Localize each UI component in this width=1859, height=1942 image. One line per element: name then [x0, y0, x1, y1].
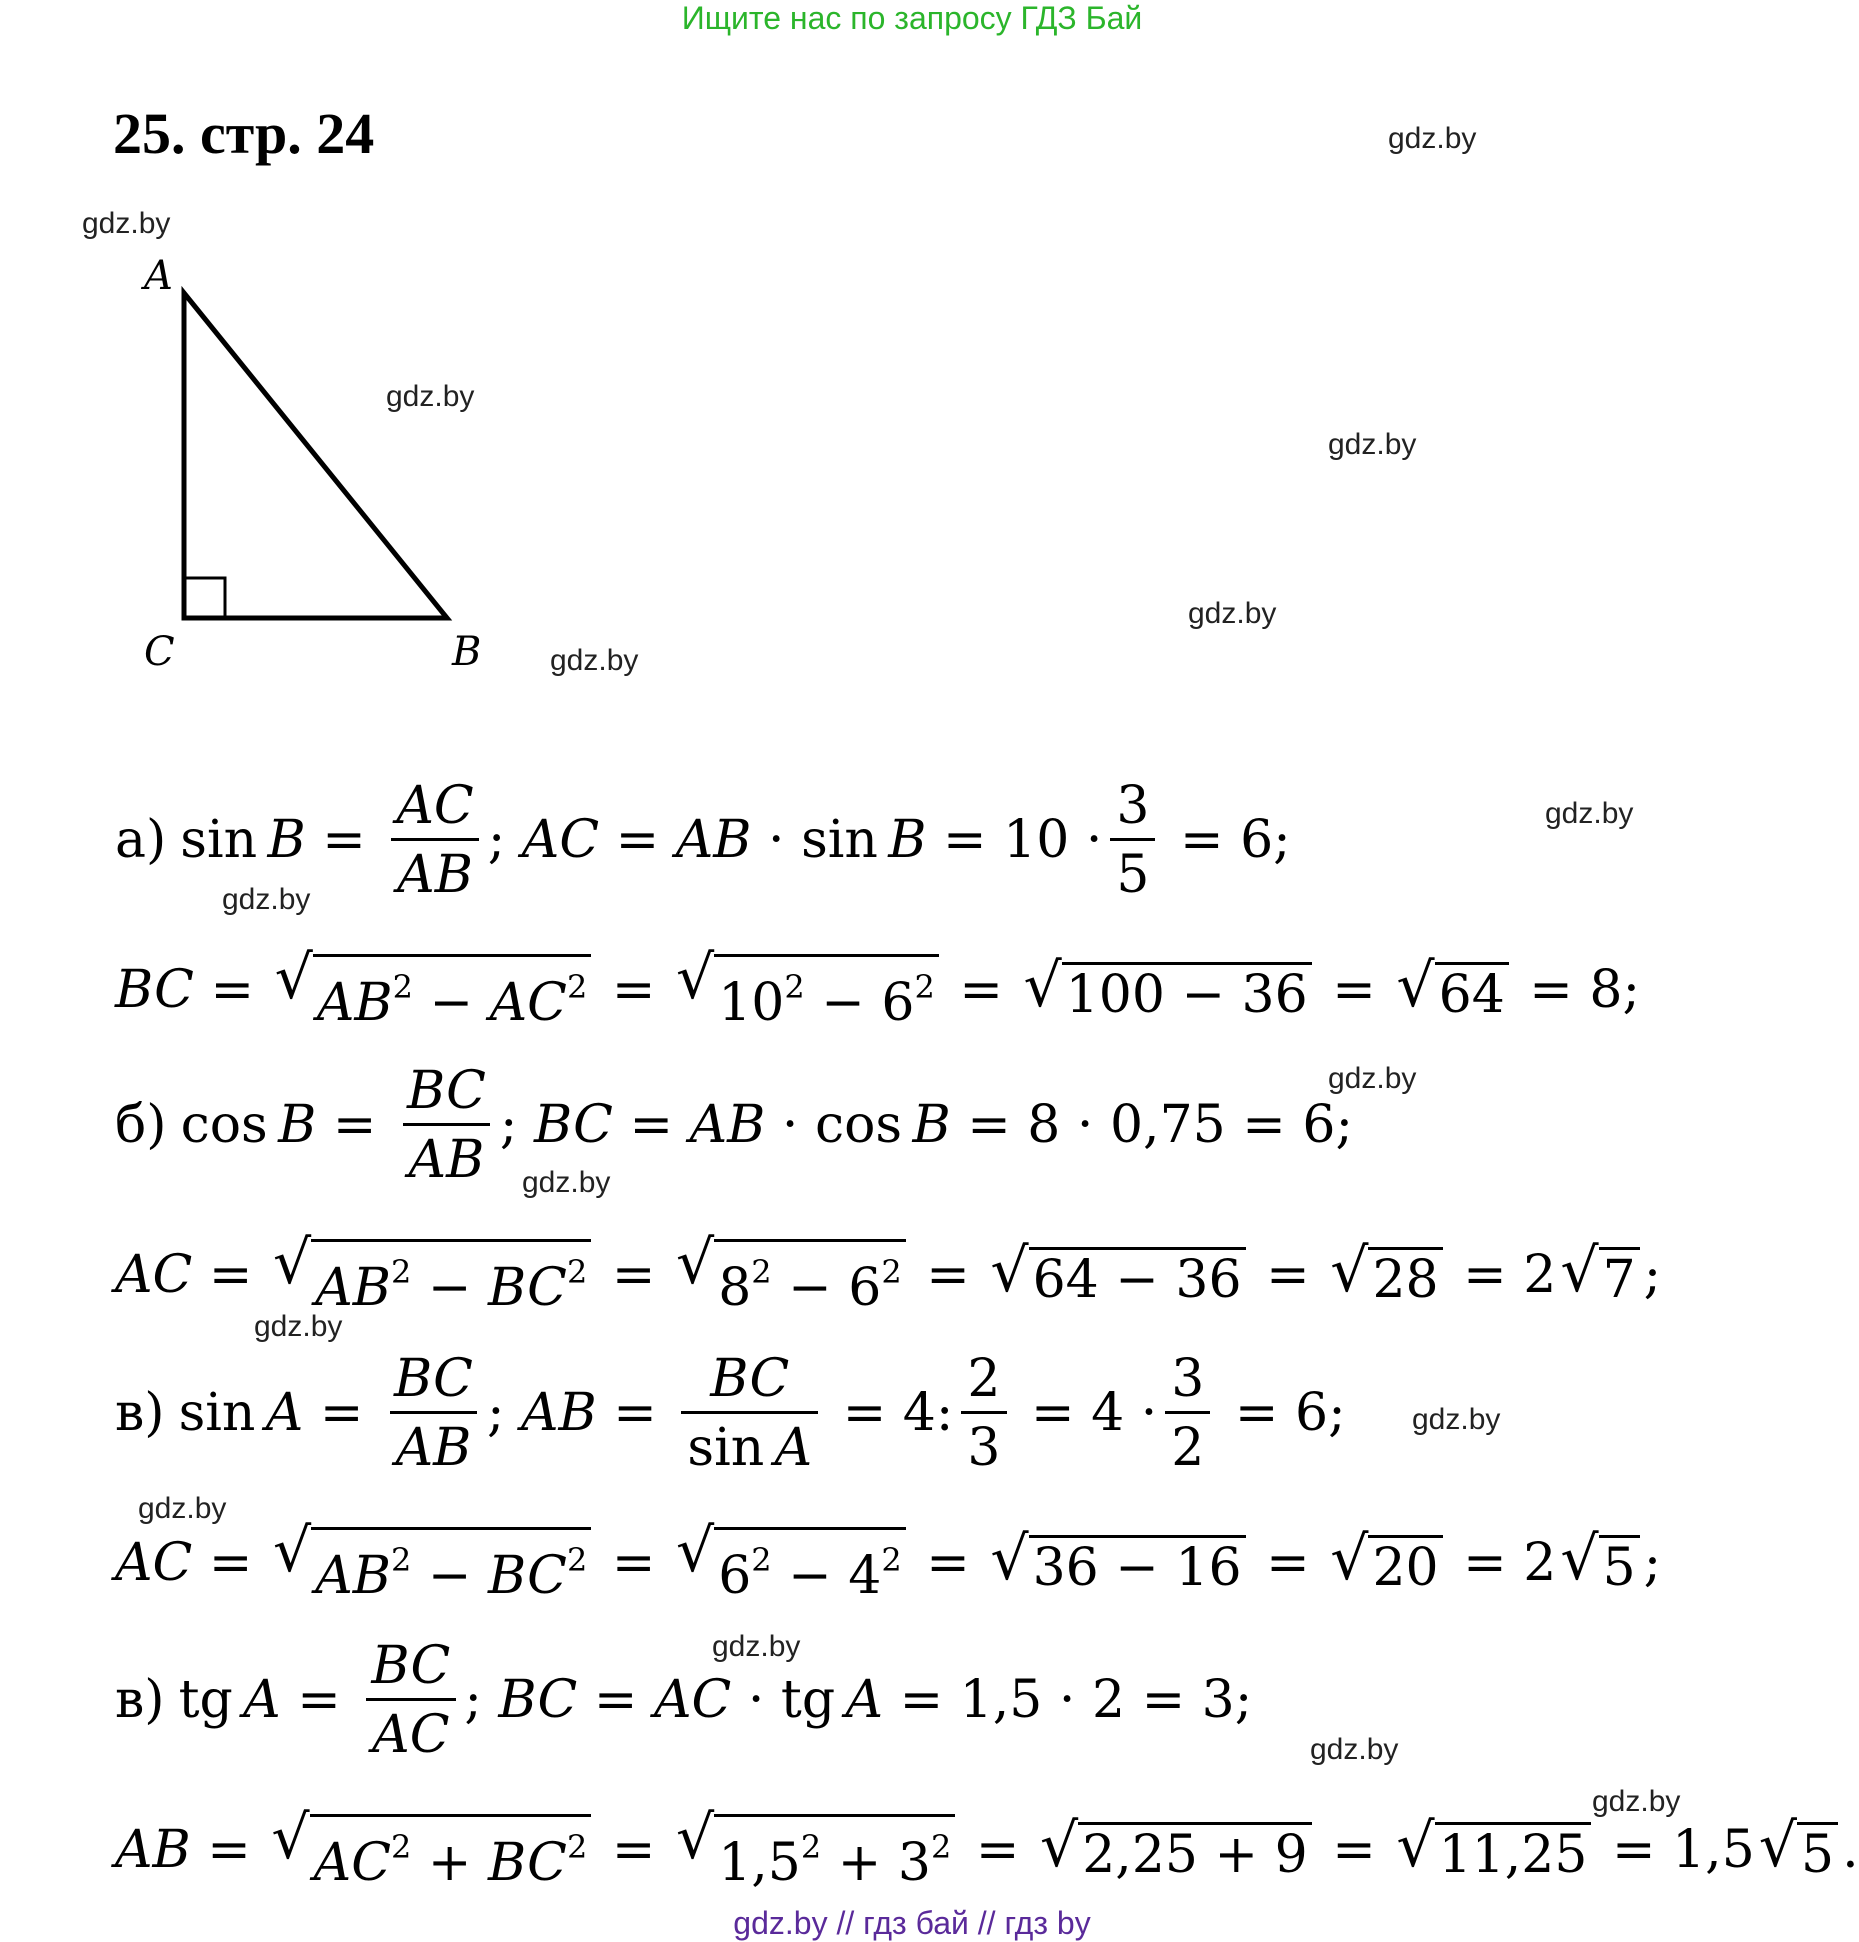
part-b-label: б): [115, 1095, 167, 1155]
solution-a-line-1: а) sin B = $\frac{AC}{AB}$ ; AC = AB · sin B = 10 · $\frac{3}{5}$ = 6;: [115, 775, 1291, 905]
solution-c-line-1: в) sin A = $\frac{BC}{AB}$ ; AB = $\frac{BC}{\text{sin A}}$ = 4: $\frac{2}{3}$ = 4 · $\frac{3}{2}$ = 6;: [115, 1348, 1346, 1478]
watermark: gdz.by: [1328, 428, 1417, 461]
vertex-label-b: B: [452, 629, 482, 675]
solution-d-line-2: AB = √ $AC^2 + BC^2$ = √ $1,5^2 + 3^2$ = √ 2,25 + 9 = √ 11,25 = 1,5 √ 5 .: [115, 1802, 1859, 1893]
footer-links[interactable]: gdz.by // гдз бай // гдз by: [733, 1905, 1091, 1941]
watermark: gdz.by: [1412, 1403, 1501, 1436]
part-a-label: а): [115, 810, 167, 870]
part-c-label: в): [115, 1383, 165, 1443]
solution-d-line-1: в) tg A = $\frac{BC}{AC}$ ; BC = AC · tg A = 1,5 · 2 = 3;: [115, 1635, 1253, 1765]
watermark: gdz.by: [1592, 1785, 1681, 1818]
part-d-label: в): [115, 1670, 165, 1730]
solution-c-line-2: AC = √ $AB^2 - BC^2$ = √ $6^2 - 4^2$ = √ 36 − 16 = √ 20 = 2 √ 5 ;: [115, 1515, 1662, 1606]
solution-b-line-1: б) cos B = $\frac{BC}{AB}$ ; BC = AB · cos B = 8 · 0,75 = 6;: [115, 1060, 1353, 1190]
watermark: gdz.by: [1328, 1062, 1417, 1095]
watermark: gdz.by: [522, 1166, 611, 1199]
watermark: gdz.by: [138, 1492, 227, 1525]
search-hint-link[interactable]: Ищите нас по запросу ГДЗ Бай: [681, 0, 1143, 36]
watermark: gdz.by: [712, 1630, 801, 1663]
watermark: gdz.by: [1310, 1733, 1399, 1766]
right-triangle-figure: [130, 245, 510, 675]
watermark: gdz.by: [550, 644, 639, 677]
watermark: gdz.by: [222, 883, 311, 916]
watermark: gdz.by: [254, 1310, 343, 1343]
vertex-label-c: C: [144, 629, 175, 675]
watermark: gdz.by: [386, 380, 475, 413]
watermark: gdz.by: [1545, 797, 1634, 830]
watermark: gdz.by: [1388, 122, 1477, 155]
watermark: gdz.by: [1188, 597, 1277, 630]
solution-a-line-2: BC = √ $AB^2 - AC^2$ = √ $10^2 - 6^2$ = √ 100 − 36 = √ 64 = 8;: [115, 942, 1641, 1033]
watermark: gdz.by: [82, 207, 171, 240]
solution-b-line-2: AC = √ $AB^2 - BC^2$ = √ $8^2 - 6^2$ = √ 64 − 36 = √ 28 = 2 √ 7 ;: [115, 1227, 1662, 1318]
exercise-title: 25. стр. 24: [113, 101, 375, 166]
vertex-label-a: A: [144, 253, 173, 299]
